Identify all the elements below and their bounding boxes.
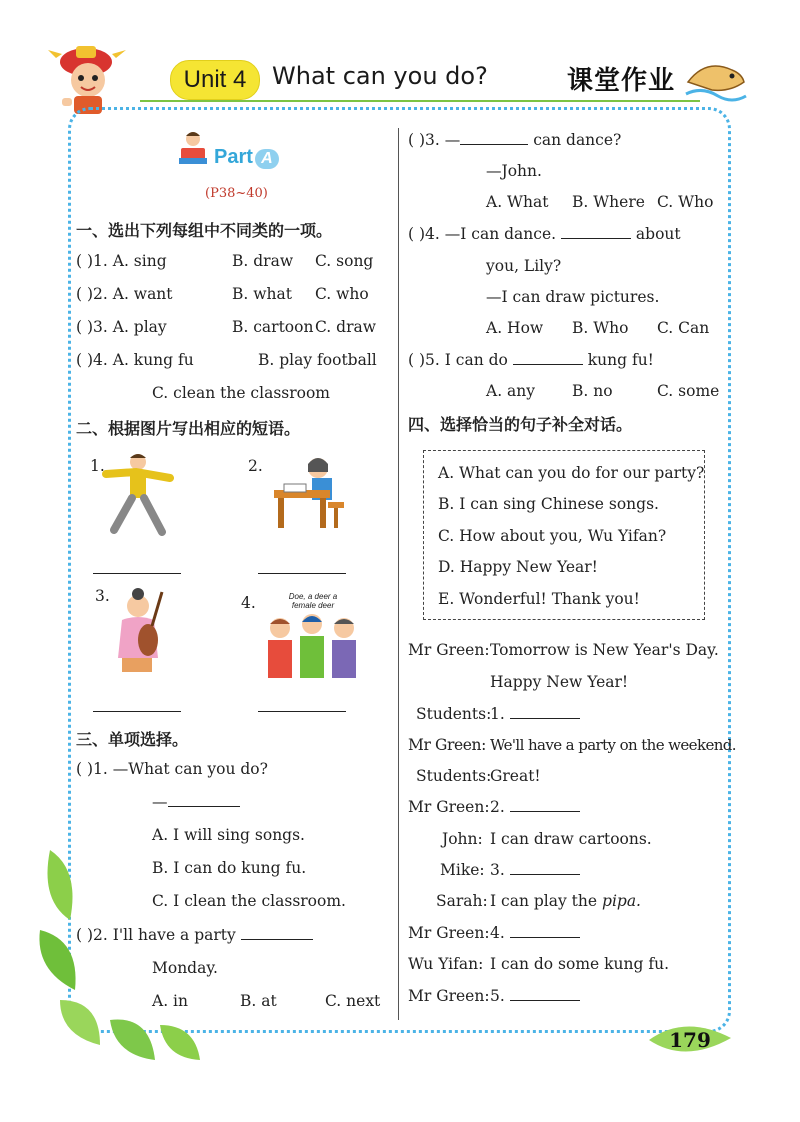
section2-title: 二、根据图片写出相应的短语。 — [76, 419, 301, 438]
dialogue-speaker: Mr Green: — [408, 736, 486, 754]
drawing-girl-icon — [268, 452, 350, 534]
option-a: A. I will sing songs. — [152, 826, 305, 844]
dialogue-speaker: Wu Yifan: — [408, 955, 484, 973]
dialogue-text: Great! — [490, 767, 541, 785]
option-c: C. draw — [315, 318, 377, 336]
header-rule — [140, 100, 700, 102]
singing-children-icon — [262, 612, 362, 678]
kung-fu-boy-icon — [100, 450, 180, 540]
page-number: 179 — [669, 1028, 711, 1052]
answer-line[interactable] — [93, 711, 181, 712]
option-a: A. What — [486, 193, 549, 211]
dialogue-blank: 5. — [490, 986, 580, 1006]
dialogue-text: We'll have a party on the weekend. — [490, 736, 736, 754]
option-item: B. I can sing Chinese songs. — [438, 495, 659, 513]
brand-title: 课堂作业 — [567, 66, 676, 96]
dialogue-speaker: Mike: — [440, 861, 485, 879]
option-c: C. Who — [657, 193, 714, 211]
option-b: B. Who — [572, 319, 629, 337]
option-b: B. what — [232, 285, 292, 303]
dialogue-blank: 2. — [490, 797, 580, 817]
option-b: B. cartoon — [232, 318, 314, 336]
question-stem: ( )4. —I can dance. about — [408, 225, 681, 243]
answer-dash: — — [152, 792, 240, 812]
option-b: B. play football — [258, 351, 377, 369]
section3-title: 三、单项选择。 — [76, 730, 189, 749]
dialogue-text: Tomorrow is New Year's Day. — [490, 641, 719, 659]
question-row: ( )2. A. want — [76, 285, 173, 303]
option-c: C. clean the classroom — [152, 384, 330, 402]
option-c: C. some — [657, 382, 720, 400]
dialogue-blank: 3. — [490, 860, 580, 880]
dialogue-blank: 4. — [490, 923, 580, 943]
option-c: C. Can — [657, 319, 710, 337]
question-stem: ( )5. I can do kung fu! — [408, 351, 654, 369]
option-c: C. who — [315, 285, 369, 303]
dialogue-speaker: Mr Green: — [408, 987, 490, 1005]
option-a: A. any — [486, 382, 536, 400]
picture-number: 1. — [90, 457, 105, 475]
dialogue-text: I can play the pipa. — [490, 892, 641, 910]
dialogue-blank: 1. — [490, 704, 580, 724]
dialogue-speaker: Students: — [416, 705, 492, 723]
option-item: D. Happy New Year! — [438, 558, 598, 576]
dialogue-speaker: Mr Green: — [408, 641, 490, 659]
question-continuation: you, Lily? — [486, 257, 562, 275]
page-range: (P38~40) — [205, 186, 268, 201]
option-item: C. How about you, Wu Yifan? — [438, 527, 667, 545]
option-c: C. song — [315, 252, 374, 270]
option-a: A. How — [486, 319, 544, 337]
answer-line-text: —John. — [486, 162, 542, 180]
dialogue-speaker: Mr Green: — [408, 924, 490, 942]
option-item: A. What can you do for our party? — [438, 464, 705, 482]
section4-title: 四、选择恰当的句子补全对话。 — [408, 415, 633, 434]
answer-line[interactable] — [258, 573, 346, 574]
dialogue-speaker: Sarah: — [436, 892, 488, 910]
dialogue-speaker: Mr Green: — [408, 798, 490, 816]
section1-title: 一、选出下列每组中不同类的一项。 — [76, 221, 333, 240]
dialogue-text: I can draw cartoons. — [490, 830, 652, 848]
picture-number: 3. — [95, 587, 110, 605]
unit-label: Unit 4 — [170, 60, 260, 100]
picture-number: 2. — [248, 457, 263, 475]
option-b: B. draw — [232, 252, 294, 270]
pipa-girl-icon — [112, 588, 172, 678]
question-reply: —I can draw pictures. — [486, 288, 660, 306]
option-item: E. Wonderful! Thank you! — [438, 590, 640, 608]
part-label: Part A — [214, 146, 279, 169]
question-row: ( )4. A. kung fu — [76, 351, 194, 369]
answer-line[interactable] — [258, 711, 346, 712]
option-a: A. in — [152, 992, 188, 1010]
option-b: B. no — [572, 382, 613, 400]
question-row: ( )1. A. sing — [76, 252, 167, 270]
student-reading-icon — [175, 130, 211, 166]
option-c: C. I clean the classroom. — [152, 892, 346, 910]
picture-number: 4. — [241, 594, 256, 612]
question-stem: ( )3. — can dance? — [408, 131, 622, 149]
question-stem: ( )2. I'll have a party — [76, 925, 313, 945]
dialogue-text: I can do some kung fu. — [490, 955, 669, 973]
option-c: C. next — [325, 992, 381, 1010]
part-letter: A — [255, 149, 279, 169]
option-b: B. Where — [572, 193, 645, 211]
question-continuation: Monday. — [152, 959, 218, 977]
song-caption: Doe, a deer a female deer — [288, 592, 338, 610]
unit-title: What can you do? — [272, 62, 488, 90]
answer-line[interactable] — [93, 573, 181, 574]
dialogue-text: Happy New Year! — [490, 673, 629, 691]
dialogue-speaker: Students: — [416, 767, 492, 785]
question-stem: ( )1. —What can you do? — [76, 760, 268, 778]
column-divider — [398, 128, 399, 1020]
question-row: ( )3. A. play — [76, 318, 167, 336]
dialogue-speaker: John: — [442, 830, 483, 848]
option-b: B. I can do kung fu. — [152, 859, 307, 877]
option-b: B. at — [240, 992, 277, 1010]
